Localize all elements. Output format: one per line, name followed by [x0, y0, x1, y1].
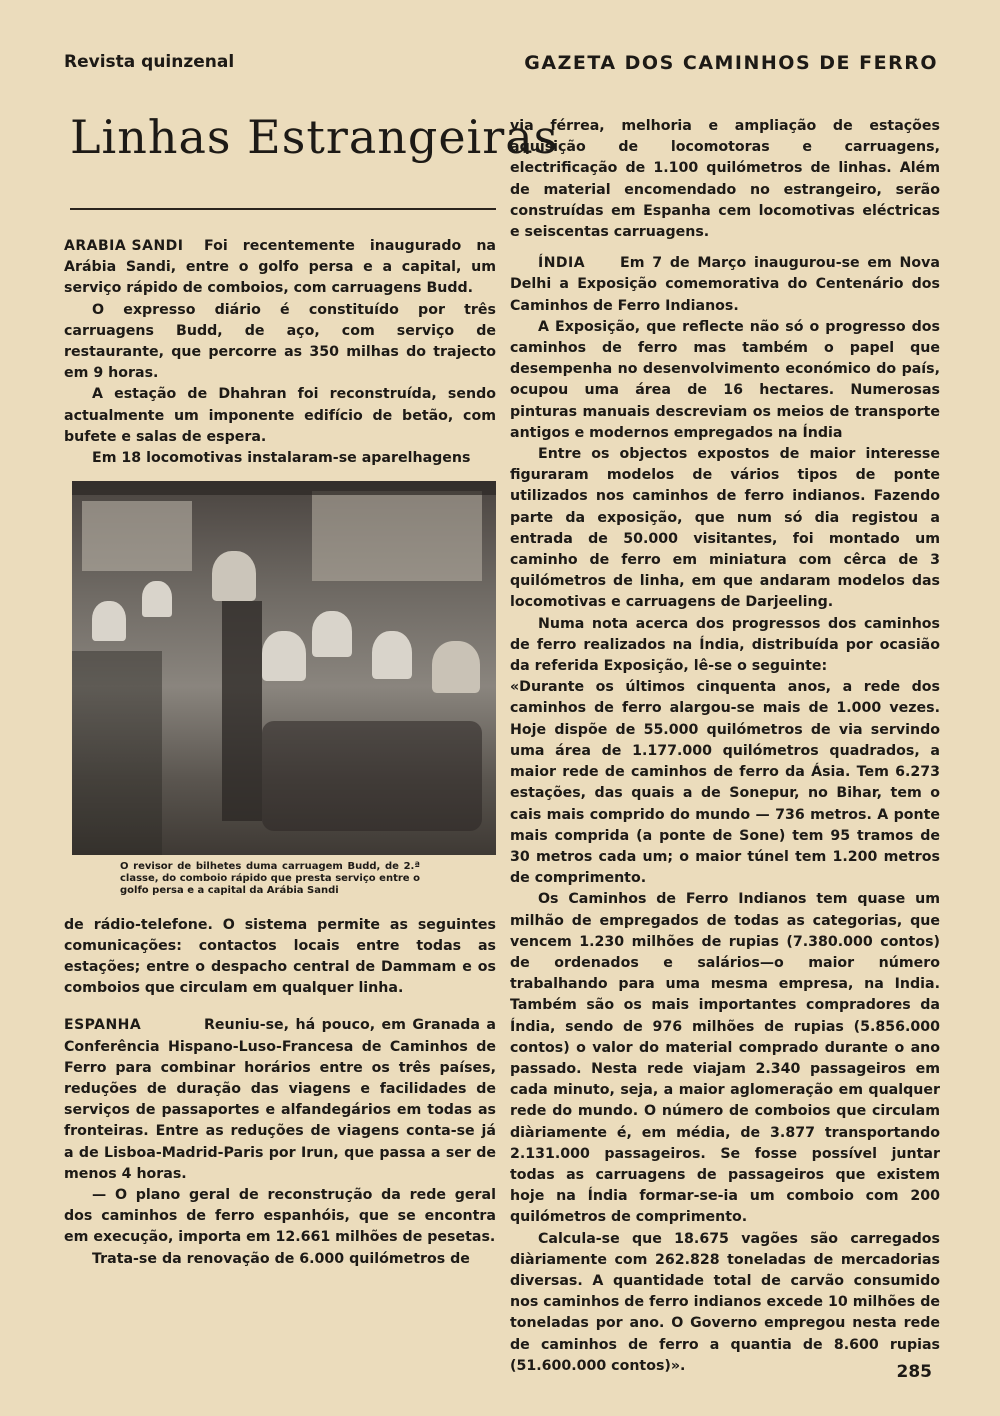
india-paragraph-4: «Durante os últimos cinquenta anos, a rede dos caminhos de ferro alargou-se mais de 1.000 vezes. Hoje dispõe de 55.000 quilómetros de via servindo uma área de 1.177.000 quilómetros quadrados, a maior rede de caminhos de ferro da Ásia. Tem 6.273 estações, das quais a de Sonepur, no Bihar, tem o cais mais comprido do mundo — 736 metros. A ponte mais comprida (a ponte de Sone) tem 95 tramos de 30 metros cada um; o maior túnel tem 1.200 metros de comprimento.: [510, 679, 940, 887]
india-paragraph-2: Entre os objectos expostos de maior interesse figuraram modelos de vários tipos de ponte utilizados nos caminhos de ferro indianos. Fazendo parte da exposição, que num só dia registou a entrada de 50.000 visitantes, foi montado um caminho de ferro em miniatura com cêrca de 3 quilómetros de linha, em que andaram modelos das locomotivas e carruagens de Darjeeling.: [510, 446, 940, 611]
header-right: GAZETA DOS CAMINHOS DE FERRO: [524, 52, 938, 74]
section-head-india: ÍNDIA: [538, 255, 586, 272]
india-paragraph-5: Os Caminhos de Ferro Indianos tem quase um milhão de empregados de todas as categorias, que vencem 1.230 milhões de rupias (7.380.000 contos) de ordenados e salários—o maior número trabalhando para uma mesma empresa, na India. Também são os mais importantes compradores da Índia, sendo de 976 milhões de rupias (5.856.000 contos) o valor do material comprado durante o ano passado. Nesta rede viajam 2.340 passageiros em cada minuto, seja, a maior aglomeração em qualquer rede do mundo. O número de comboios que circulam diàriamente é, em média, de 3.877 transportando 2.131.000 passageiros. Se fosse possível juntar todas as carruagens de passageiros que existem hoje na Índia formar-se-ia um comboio com 200 quilómetros de comprimento.: [510, 891, 940, 1226]
page-title: Linhas Estrangeiras: [70, 110, 559, 164]
right-column: [510, 116, 940, 1377]
arabia-paragraph-4: de rádio-telefone. O sistema permite as seguintes comunicações: contactos locais entre todas as estações; entre o despacho central de Dammam e os comboios que circulam em qualquer linha.: [64, 916, 496, 997]
india-lead-paragraph: [510, 253, 940, 317]
arabia-paragraph-1: O expresso diário é constituído por três carruagens Budd, de aço, com serviço de restaurante, que percorre as 350 milhas do trajecto em 9 horas.: [64, 301, 496, 382]
india-paragraph-6: Calcula-se que 18.675 vagões são carregados diàriamente com 262.828 toneladas de mercadorias diversas. A quantidade total de carvão consumido nos caminhos de ferro indianos excede 10 milhões de toneladas por ano. O Governo empregou nesta rede de caminhos de ferro a quantia de 8.600 rupias (51.600.000 contos)».: [510, 1230, 940, 1374]
india-paragraph-3: Numa nota acerca dos progressos dos caminhos de ferro realizados na Índia, distribuída por ocasião da referida Exposição, lê-se o seguinte:: [510, 615, 940, 675]
page-number: 285: [896, 1362, 932, 1382]
photo-caption: O revisor de bilhetes duma carruagem Budd, de 2.ª classe, do comboio rápido que presta serviço entre o golfo persa e a capital da Arábia Sandi: [120, 861, 420, 896]
espanha-paragraph-2: Trata-se da renovação de 6.000 quilómetros de: [92, 1250, 470, 1267]
arabia-paragraph-3: Em 18 locomotivas instalaram-se aparelhagens: [92, 450, 471, 467]
section-india: [510, 253, 940, 1377]
section-arabia: [64, 236, 496, 469]
photo-train-carriage: [72, 481, 496, 855]
title-box: [64, 110, 559, 220]
section-head-espanha: ESPANHA: [64, 1017, 142, 1034]
title-rule: [70, 208, 496, 210]
arabia-lead-text: Foi recentemente inaugurado na Arábia Sandi, entre o golfo persa e a capital, um serviço rápido de comboios, com carruagens Budd.: [64, 238, 496, 297]
arabia-paragraph-2: A estação de Dhahran foi reconstruída, sendo actualmente um imponente edifício de betão, com bufete e salas de espera.: [64, 386, 496, 445]
section-head-arabia: ARABIA SANDI: [64, 238, 184, 254]
india-lead-text: Em 7 de Março inaugurou-se em Nova Delhi a Exposição comemorativa do Centenário dos Caminhos de Ferro Indianos.: [510, 255, 940, 314]
espanha-lead-paragraph: [64, 1015, 496, 1185]
left-column: [64, 110, 559, 1270]
arabia-lead-paragraph: [64, 236, 496, 300]
section-espanha: [64, 1015, 496, 1269]
espanha-continuation: via férrea, melhoria e ampliação de estações aquisição de locomotoras e carruagens, electrificação de 1.100 quilómetros de linhas. Além de material encomendado no estrangeiro, serão construídas em Espanha cem locomotivas eléctricas e seiscentas carruagens.: [510, 118, 940, 241]
espanha-lead-text: Reuniu-se, há pouco, em Granada a Conferência Hispano-Luso-Francesa de Caminhos de Ferro para combinar horários entre os três países, reduções de duração das viagens e facilidades de serviços de passaportes e alfandegários em todas as fronteiras. Entre as reduções de viagens conta-se já a de Lisboa-Madrid-Paris por Irun, que passa a ser de menos 4 horas.: [64, 1017, 496, 1182]
india-paragraph-1: A Exposição, que reflecte não só o progresso dos caminhos de ferro mas também o papel que desempenha no desenvolvimento económico do país, ocupou uma área de 16 hectares. Numerosas pinturas manuais descreviam os meios de transporte antigos e modernos empregados na Índia: [510, 318, 940, 441]
espanha-paragraph-1: — O plano geral de reconstrução da rede geral dos caminhos de ferro espanhóis, que se encontra em execução, importa em 12.661 milhões de pesetas.: [64, 1187, 496, 1246]
header-left: Revista quinzenal: [64, 52, 235, 72]
